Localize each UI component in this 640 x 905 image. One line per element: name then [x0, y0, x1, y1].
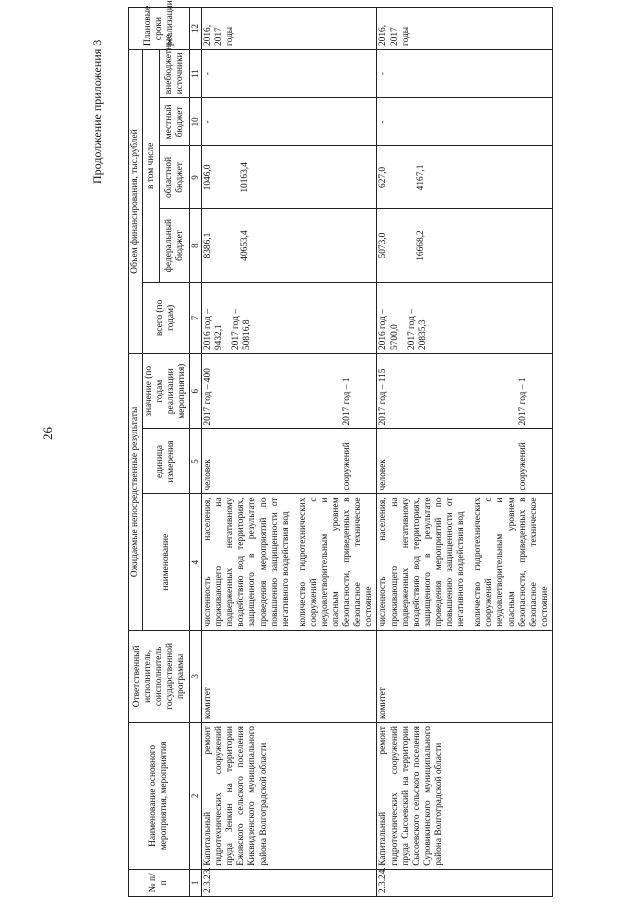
colnum: 5 [190, 429, 202, 494]
row-total [202, 282, 377, 353]
row-local: - [377, 98, 552, 146]
total-value: 2016 год – 9432,1 [203, 309, 225, 351]
row-local: - [202, 98, 377, 146]
federal-value: 16668,2 [415, 230, 426, 261]
result-unit: человек [378, 459, 389, 491]
header-res-unit: единица измерения [143, 429, 190, 494]
header-res-value: значение (по годам реализации мероприятия) [143, 354, 190, 429]
rotated-table-wrapper [128, 0, 553, 897]
row-num: 2.3.24. [377, 869, 552, 896]
row-num: 2.3.23. [202, 869, 377, 896]
header-regional: областной бюджет [160, 146, 190, 209]
row-results [202, 494, 377, 630]
page-number: 26 [40, 427, 55, 440]
row-regional [202, 146, 377, 209]
result-unit: сооружений [517, 442, 528, 491]
row-extra: - [202, 50, 377, 98]
colnum: 3 [190, 630, 202, 722]
colnum: 1 [190, 869, 202, 896]
colnum: 7 [190, 282, 202, 353]
colnum: 2 [190, 723, 202, 870]
header-executor: Ответственный исполнитель, соисполнитель государственной программы [129, 630, 190, 722]
program-table [128, 0, 553, 897]
result-unit: человек [203, 459, 214, 491]
result-name: численность населения, проживающего на подверженных негативному воздействию вод территориях, защищенного в результате проведения мероприятий по повышению защищенности от негативного воздействия вод [378, 497, 467, 627]
row-units [377, 429, 552, 494]
header-local: местный бюджет [160, 98, 190, 146]
result-name: численность населения, проживающего на подверженных негативному воздействию вод территориях, защищенного в результате проведения мероприятий по повышению защищенности от негативного воздействия вод [203, 497, 291, 627]
federal-value: 40653,4 [240, 230, 251, 261]
total-value: 2016 год – 5700,0 [378, 309, 400, 351]
header-results: Ожидаемые непосредственные результаты [129, 354, 143, 631]
header-name: Наименование основного мероприятия, мероприятия [129, 723, 190, 870]
header-extra: внебюджетные источники [160, 50, 190, 98]
row-period: 2016, 2017 годы [202, 8, 377, 50]
colnum: 10 [190, 98, 202, 146]
colnum: 12 [190, 8, 202, 50]
regional-value: 4167,1 [415, 164, 426, 191]
row-values [377, 354, 552, 429]
row-extra: - [377, 50, 552, 98]
table-row [377, 8, 552, 897]
row-name: Капитальный ремонт гидротехнических сооружений пруда Сысоевский на территории Сысоевского сельского поселения Суровикинского муниципального района Волгоградской области [377, 723, 552, 870]
header-res-name: наименование [143, 494, 190, 630]
colnum: 4 [190, 494, 202, 630]
colnum: 8 [190, 209, 202, 282]
row-executor: комитет [377, 630, 552, 722]
row-period: 2016, 2017 годы [377, 8, 552, 50]
row-total [377, 282, 552, 353]
row-federal [202, 209, 377, 282]
table-row [202, 8, 377, 897]
regional-value: 10163,4 [240, 162, 251, 193]
federal-value: 8386,1 [203, 232, 214, 259]
row-regional [377, 146, 552, 209]
row-name: Капитальный ремонт гидротехнических сооружений пруда Зенкин на территории Ежовского сельского поселения Киквидзенского муниципального района Волгоградской области [202, 723, 377, 870]
row-executor: комитет [202, 630, 377, 722]
result-value: 2017 год – 115 [378, 368, 389, 426]
colnum: 9 [190, 146, 202, 209]
total-value: 2017 год – 50816,8 [231, 309, 253, 351]
header-num: № п/п [129, 869, 190, 896]
result-value: 2017 год – 1 [342, 377, 353, 426]
result-unit: сооружений [342, 442, 353, 491]
result-value: 2017 год – 1 [517, 377, 528, 426]
appendix-label: Продолжение приложения 3 [90, 39, 104, 184]
result-name: количество гидротехнических сооружений с неудовлетворительным и опасным уровнем безопасности, приведенных в безопасное техническое состояние [297, 497, 375, 627]
result-value: 2017 год – 400 [203, 368, 214, 426]
regional-value: 1046,0 [203, 164, 214, 191]
header-period: Плановые сроки реализации [129, 8, 190, 50]
colnum: 6 [190, 354, 202, 429]
header-finance: Объем финансирования, тыс.рублей [129, 50, 143, 354]
row-results [377, 494, 552, 630]
federal-value: 5073,0 [378, 232, 389, 259]
header-total: всего (по годам) [143, 282, 190, 353]
header-incl: в том числе [143, 50, 160, 283]
row-units [202, 429, 377, 494]
regional-value: 627,0 [378, 166, 389, 188]
row-federal [377, 209, 552, 282]
row-values [202, 354, 377, 429]
colnum: 11 [190, 50, 202, 98]
result-name: количество гидротехнических сооружений с неудовлетворительным и опасным уровнем безопасности, приведенных в безопасное техническое состояние [473, 497, 550, 627]
total-value: 2017 год – 20835,3 [406, 309, 428, 351]
header-federal: федеральный бюджет [160, 209, 190, 282]
